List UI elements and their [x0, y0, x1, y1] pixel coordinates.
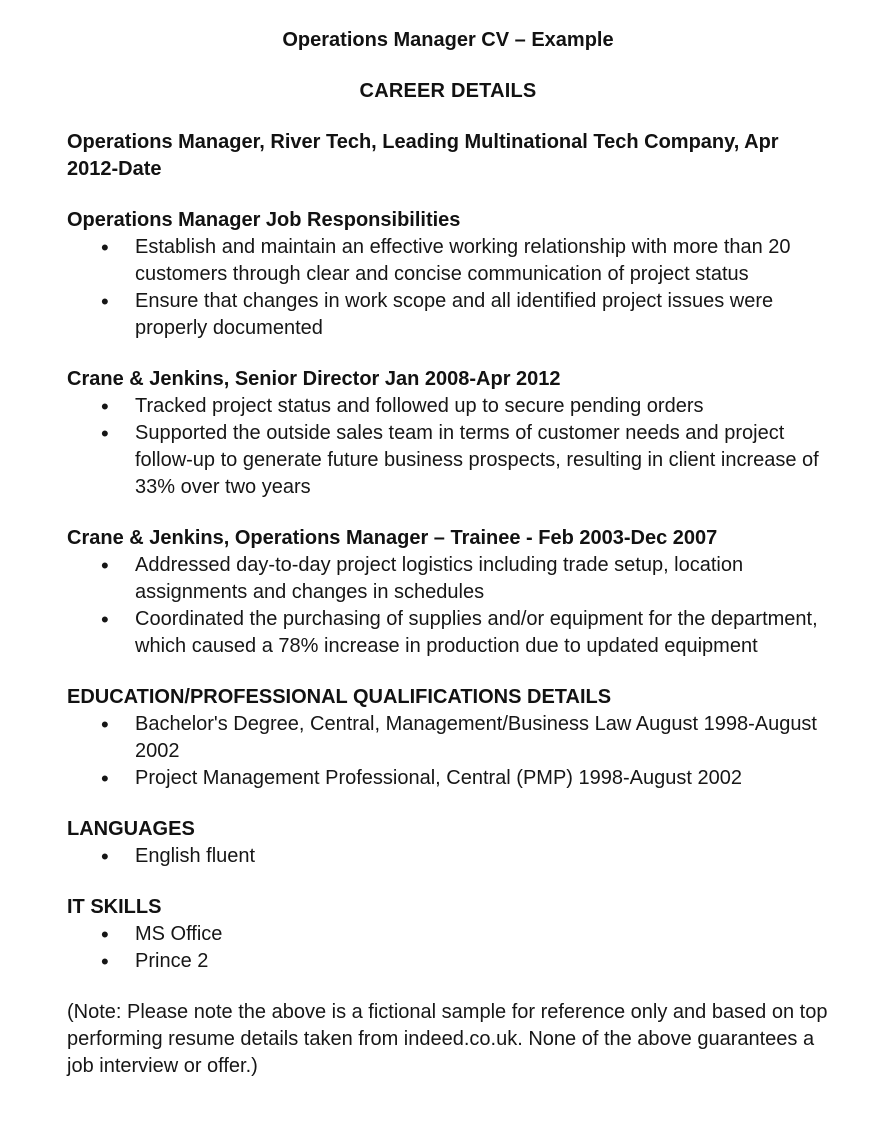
document-subtitle: CAREER DETAILS: [359, 80, 537, 102]
bullet-item: • Coordinated the purchasing of supplies and/or equipment for the department, which caused a 78% increase in production due to updated equipment: [67, 606, 829, 660]
bullet-item: • Prince 2: [67, 948, 829, 975]
section-heading: LANGUAGES: [67, 818, 195, 840]
section-education: [67, 684, 829, 792]
section-heading: EDUCATION/PROFESSIONAL QUALIFICATIONS DETAILS: [67, 686, 612, 708]
section-heading: IT SKILLS: [67, 896, 162, 918]
bullet-list: [67, 711, 829, 792]
bullet-item: • Project Management Professional, Central (PMP) 1998-August 2002: [67, 765, 829, 792]
bullet-item: • English fluent: [67, 843, 829, 870]
section-senior-director: [67, 366, 829, 501]
note-paragraph: (Note: Please note the above is a fictional sample for reference only and based on top performing resume details taken from indeed.co.uk. None of the above guarantees a job interview or offer.): [67, 1001, 828, 1077]
document-title: Operations Manager CV – Example: [282, 29, 614, 51]
bullet-item: • MS Office: [67, 921, 829, 948]
section-current-role: [67, 129, 829, 183]
section-it-skills: [67, 894, 829, 975]
bullet-item: • Supported the outside sales team in terms of customer needs and project follow-up to generate future business prospects, resulting in client increase of 33% over two years: [67, 420, 829, 501]
bullet-list: [67, 393, 829, 501]
section-heading: Crane & Jenkins, Operations Manager – Trainee - Feb 2003-Dec 2007: [67, 527, 718, 549]
section-heading: Crane & Jenkins, Senior Director Jan 2008-Apr 2012: [67, 368, 561, 390]
bullet-item: • Ensure that changes in work scope and all identified project issues were properly documented: [67, 288, 829, 342]
bullet-item: • Establish and maintain an effective working relationship with more than 20 customers through clear and concise communication of project status: [67, 234, 829, 288]
bullet-list: [67, 234, 829, 342]
bullet-item: • Tracked project status and followed up to secure pending orders: [67, 393, 829, 420]
bullet-list: [67, 843, 829, 870]
section-heading: Operations Manager, River Tech, Leading Multinational Tech Company, Apr 2012-Date: [67, 131, 779, 180]
bullet-item: • Addressed day-to-day project logistics including trade setup, location assignments and changes in schedules: [67, 552, 829, 606]
section-languages: [67, 816, 829, 870]
section-job-responsibilities: [67, 207, 829, 342]
bullet-item: • Bachelor's Degree, Central, Management/Business Law August 1998-August 2002: [67, 711, 829, 765]
bullet-list: [67, 921, 829, 975]
section-trainee: [67, 525, 829, 660]
bullet-list: [67, 552, 829, 660]
section-heading: Operations Manager Job Responsibilities: [67, 209, 461, 231]
